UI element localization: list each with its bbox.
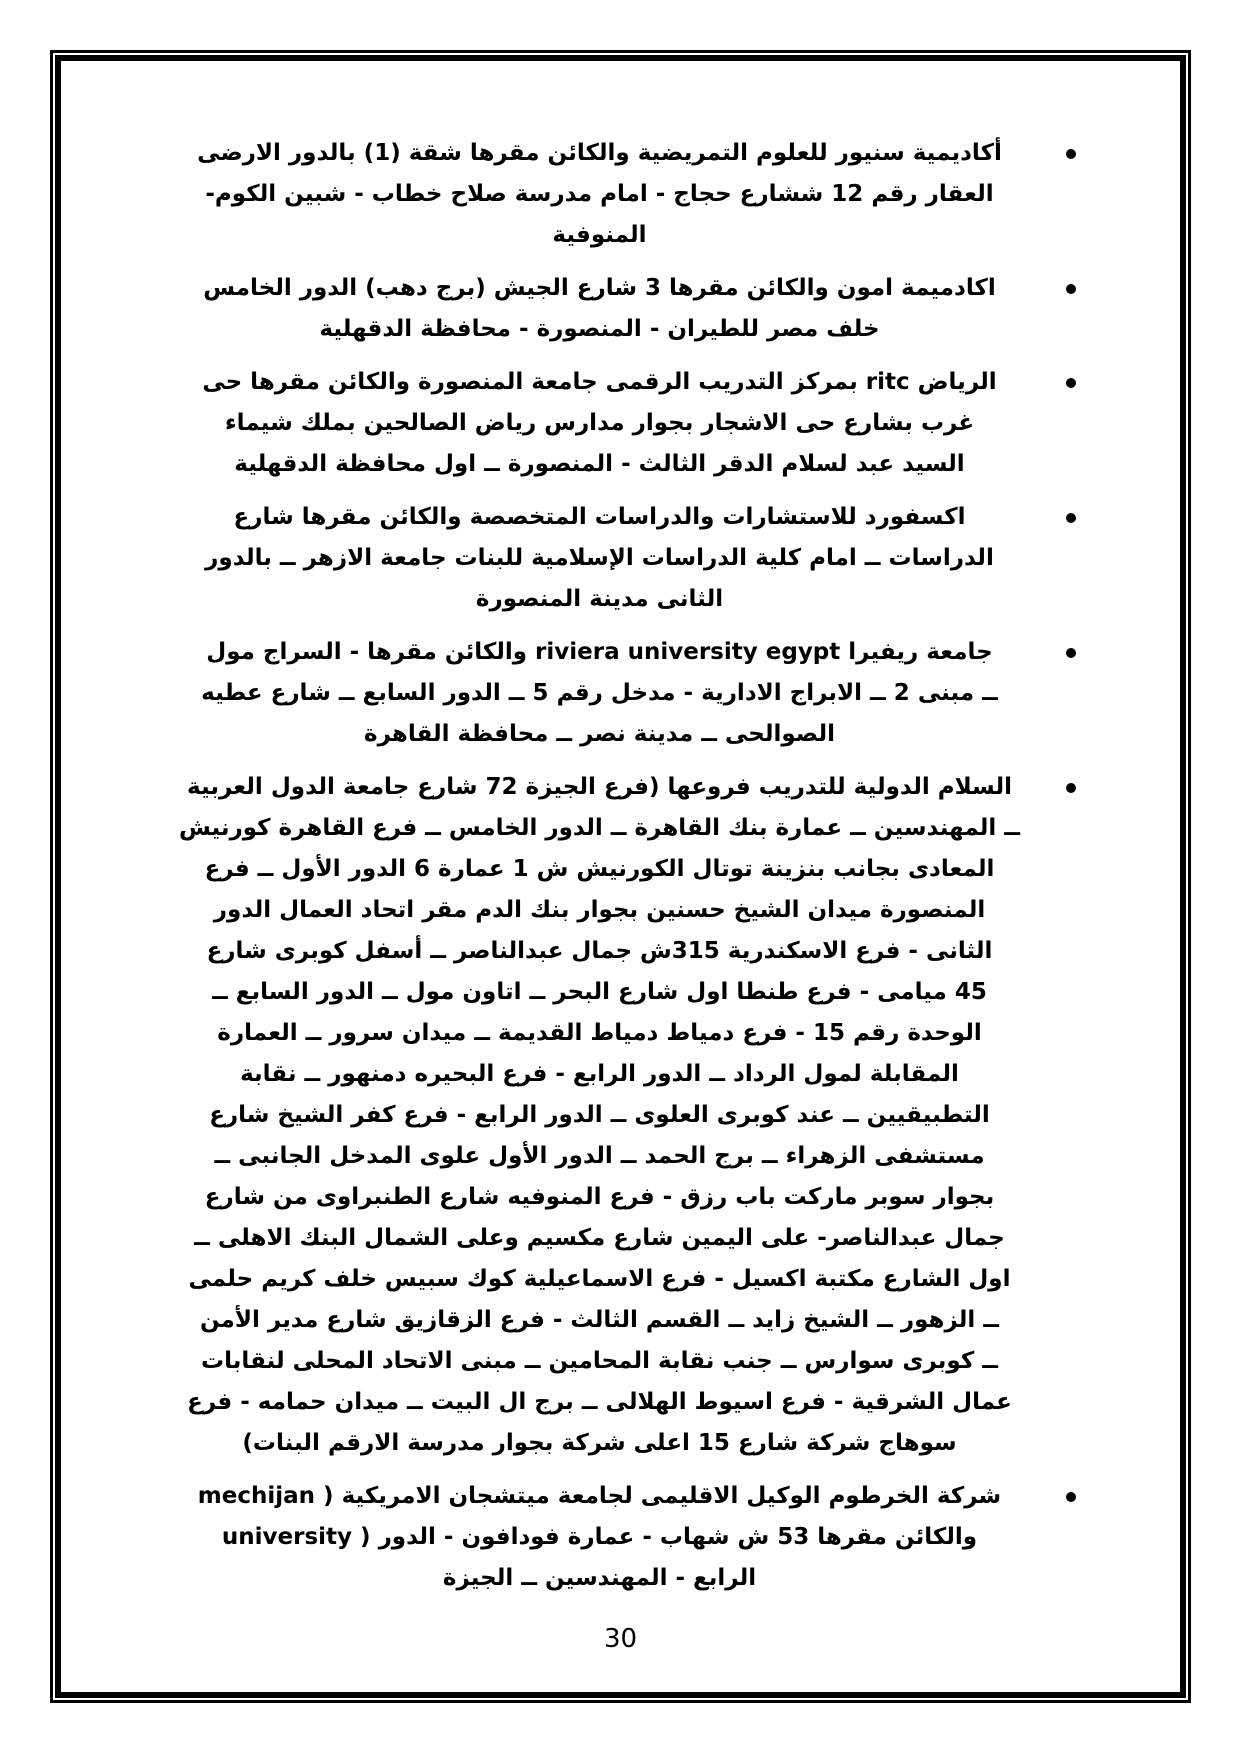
list-item-text xyxy=(153,632,1046,755)
text-line: خلف مصر للطيران - المنصورة - محافظة الدقهلية xyxy=(319,316,880,342)
text-line: جمال عبدالناصر- على اليمين شارع مكسيم وعلى الشمال البنك الاهلى ــ xyxy=(194,1225,1005,1251)
text-line: ــ الزهور ــ الشيخ زايد ــ القسم الثالث - فرع الزقازيق شارع مدير الأمن xyxy=(199,1307,1000,1333)
text-line: الرياض ritc بمركز التدريب الرقمى جامعة المنصورة والكائن مقرها حى xyxy=(202,369,997,395)
text-line: university ) والكائن مقرها 53 ش شهاب - عمارة فودافون - الدور xyxy=(221,1524,978,1550)
list-item-text xyxy=(153,268,1046,350)
text-line: شركة الخرطوم الوكيل الاقليمى لجامعة ميتشجان الامريكية ( mechijan xyxy=(197,1483,1002,1509)
text-line: غرب بشارع حى الاشجار بجوار مدارس رياض الصالحين بملك شيماء xyxy=(224,410,975,436)
text-line: الرابع - المهندسين ــ الجيزة xyxy=(442,1565,757,1591)
list-item-text xyxy=(153,362,1046,485)
text-line: ــ المهندسين ــ عمارة بنك القاهرة ــ الدور الخامس ــ فرع القاهرة كورنيش xyxy=(178,815,1021,841)
text-line: التطبيقيين ــ عند كوبرى العلوى ــ الدور الرابع - فرع كفر الشيخ شارع xyxy=(209,1102,990,1128)
text-line: السلام الدولية للتدريب فروعها (فرع الجيزة 72 شارع جامعة الدول العربية xyxy=(187,774,1012,800)
text-line: الصوالحى ــ مدينة نصر ــ محافظة القاهرة xyxy=(364,721,835,747)
list-item xyxy=(153,268,1088,350)
text-line: المعادى بجانب بنزينة توتال الكورنيش ش 1 عمارة 6 الدور الأول ــ فرع xyxy=(204,856,995,882)
text-line: المقابلة لمول الرداد ــ الدور الرابع - فرع البحيره دمنهور ــ نقابة xyxy=(240,1061,959,1087)
text-line: السيد عبد لسلام الدقر الثالث - المنصورة ــ اول محافظة الدقهلية xyxy=(234,451,965,477)
list-item-text xyxy=(153,767,1046,1464)
text-line: سوهاج شركة شارع 15 اعلى شركة بجوار مدرسة الارقم البنات) xyxy=(242,1430,957,1456)
text-line: الثانى - فرع الاسكندرية 315ش جمال عبدالناصر ــ أسفل كوبرى شارع xyxy=(206,938,993,964)
list-item xyxy=(153,133,1088,256)
list-item xyxy=(153,362,1088,485)
text-line: اكسفورد للاستشارات والدراسات المتخصصة والكائن مقرها شارع xyxy=(233,504,966,530)
text-line: المنوفية xyxy=(552,222,647,248)
page-border-outer xyxy=(50,50,1191,1703)
page-border-inner xyxy=(55,55,1186,1698)
list-item xyxy=(153,632,1088,755)
bullet-icon xyxy=(1066,513,1076,523)
text-line: مستشفى الزهراء ــ برج الحمد ــ الدور الأول علوى المدخل الجانبى ــ xyxy=(214,1143,985,1169)
list-item xyxy=(153,1476,1088,1599)
list-item xyxy=(153,497,1088,620)
text-line: العقار رقم 12 ششارع حجاج - امام مدرسة صلاح خطاب - شبين الكوم- xyxy=(205,181,994,207)
text-line: ــ مبنى 2 ــ الابراج الادارية - مدخل رقم 5 ــ الدور السابع ــ شارع عطيه xyxy=(201,680,998,706)
text-line: المنصورة ميدان الشيخ حسنين بجوار بنك الدم مقر اتحاد العمال الدور xyxy=(213,897,986,923)
text-line: اول الشارع مكتبة اكسيل - فرع الاسماعيلية كوك سبيس خلف كريم حلمى xyxy=(188,1266,1011,1292)
list-item-text xyxy=(153,1476,1046,1599)
text-line: الثانى مدينة المنصورة xyxy=(475,586,724,612)
bullet-icon xyxy=(1066,378,1076,388)
text-line: جامعة ريفيرا riviera university egypt والكائن مقرها - السراج مول xyxy=(206,639,993,665)
bullet-icon xyxy=(1066,648,1076,658)
text-line: بجوار سوبر ماركت باب رزق - فرع المنوفيه شارع الطنبراوى من شارع xyxy=(204,1184,995,1210)
list-item xyxy=(153,767,1088,1464)
list-item-text xyxy=(153,497,1046,620)
text-line: 45 ميامى - فرع طنطا اول شارع البحر ــ اتاون مول ــ الدور السابع ــ xyxy=(212,979,987,1005)
bullet-icon xyxy=(1066,783,1076,793)
bullet-icon xyxy=(1066,1492,1076,1502)
text-line: اكادميمة امون والكائن مقرها 3 شارع الجيش (برج دهب) الدور الخامس xyxy=(203,275,996,301)
page-content xyxy=(61,61,1180,1599)
text-line: عمال الشرقية - فرع اسيوط الهلالى ــ برج ال البيت ــ ميدان حمامه - فرع xyxy=(187,1389,1012,1415)
bullet-icon xyxy=(1066,149,1076,159)
bullet-list xyxy=(153,133,1088,1599)
list-item-text xyxy=(153,133,1046,256)
text-line: الدراسات ــ امام كلية الدراسات الإسلامية للبنات جامعة الازهر ــ بالدور xyxy=(205,545,994,571)
text-line: أكاديمية سنيور للعلوم التمريضية والكائن مقرها شقة (1) بالدور الارضى xyxy=(197,140,1002,166)
bullet-icon xyxy=(1066,284,1076,294)
page-number: 30 xyxy=(603,1624,638,1654)
text-line: الوحدة رقم 15 - فرع دمياط دمياط القديمة ــ ميدان سرور ــ العمارة xyxy=(217,1020,982,1046)
text-line: ــ كوبرى سوارس ــ جنب نقابة المحامين ــ مبنى الاتحاد المحلى لنقابات xyxy=(201,1348,998,1374)
